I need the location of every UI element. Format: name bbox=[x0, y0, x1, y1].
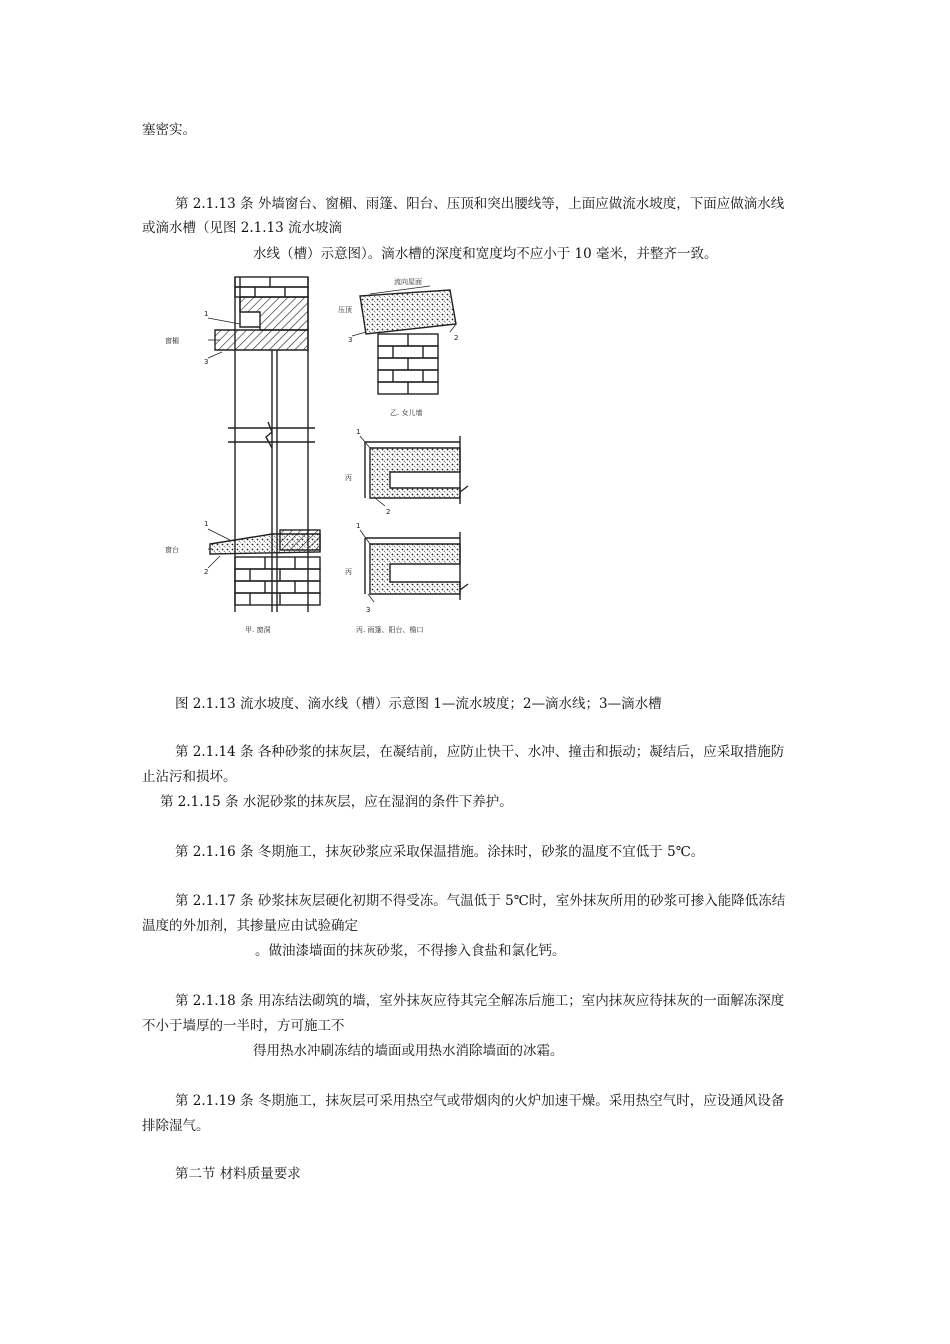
article-2-1-13-line-3: 水线（槽）示意图）。滴水槽的深度和宽度均不应小于 10 毫米，并整齐一致。 bbox=[253, 246, 718, 262]
article-2-1-19-line-1: 第 2.1.19 条 冬期施工，抹灰层可采用热空气或带烟肉的火炉加速干燥。采用热空气时，应设通风设备 bbox=[175, 1093, 785, 1109]
label-n1-c: 1 bbox=[356, 428, 361, 436]
label-n3-c: 3 bbox=[366, 606, 371, 614]
article-2-1-16: 第 2.1.16 条 冬期施工，抹灰砂浆应采取保温措施。涂抹时，砂浆的温度不宜低于 5℃。 bbox=[175, 844, 705, 860]
section-heading: 第二节 材料质量要求 bbox=[175, 1166, 301, 1182]
paragraph-line: 塞密实。 bbox=[142, 122, 196, 138]
label-n1-b: 1 bbox=[204, 520, 209, 528]
article-2-1-19-line-2: 排除湿气。 bbox=[142, 1118, 210, 1134]
article-2-1-13-line-1: 第 2.1.13 条 外墙窗台、窗楣、雨篷、阳台、压顶和突出腰线等，上面应做流水坡度，下面应做滴水线 bbox=[175, 196, 785, 212]
article-2-1-18-line-1: 第 2.1.18 条 用冻结法砌筑的墙，室外抹灰应待其完全解冻后施工；室内抹灰应待抹灰的一面解冻深度 bbox=[175, 993, 785, 1009]
label-bing-1: 丙 bbox=[345, 474, 352, 482]
figure-caption: 图 2.1.13 流水坡度、滴水线（槽）示意图 1—流水坡度；2—滴水线；3—滴水槽 bbox=[175, 696, 662, 712]
label-slope: 流向屋面 bbox=[394, 278, 422, 286]
label-n3-a: 3 bbox=[204, 358, 209, 366]
label-n3-b: 3 bbox=[348, 336, 353, 344]
label-n2-c: 2 bbox=[386, 508, 391, 516]
article-2-1-17-line-1: 第 2.1.17 条 砂浆抹灰层硬化初期不得受冻。气温低于 5℃时，室外抹灰所用的砂浆可掺入能降低冻结 bbox=[175, 893, 786, 909]
label-chuangtai: 窗台 bbox=[165, 546, 179, 554]
label-n2-a: 2 bbox=[204, 568, 209, 576]
panel-jia-window bbox=[208, 277, 320, 612]
panel-yi-parapet bbox=[352, 286, 459, 394]
label-chuangmei: 窗楣 bbox=[165, 337, 179, 345]
caption-yi: 乙. 女儿墙 bbox=[390, 409, 423, 417]
article-2-1-14-line-2: 止沾污和损坏。 bbox=[142, 769, 237, 785]
article-2-1-17-line-3: 。做油漆墙面的抹灰砂浆，不得掺入食盐和氯化钙。 bbox=[255, 943, 566, 959]
label-bing-2: 丙 bbox=[345, 568, 352, 576]
label-yading: 压顶 bbox=[338, 306, 352, 314]
label-n1-d: 1 bbox=[356, 522, 361, 530]
article-2-1-17-line-2: 温度的外加剂，其掺量应由试验确定 bbox=[142, 918, 358, 934]
article-2-1-18-line-2: 不小于墙厚的一半时，方可施工不 bbox=[142, 1018, 345, 1034]
label-n2-b: 2 bbox=[454, 334, 459, 342]
article-2-1-13-line-2: 或滴水槽（见图 2.1.13 流水坡滴 bbox=[142, 220, 343, 236]
article-2-1-15: 第 2.1.15 条 水泥砂浆的抹灰层，应在湿润的条件下养护。 bbox=[160, 794, 513, 810]
label-n1-a: 1 bbox=[204, 310, 209, 318]
caption-jia: 甲. 窗洞 bbox=[245, 626, 271, 634]
drip-line-figure bbox=[160, 272, 485, 642]
caption-bing: 丙. 雨篷、阳台、檐口 bbox=[356, 626, 424, 634]
article-2-1-14-line-1: 第 2.1.14 条 各种砂浆的抹灰层，在凝结前，应防止快干、水冲、撞击和振动；凝结后，应采取措施防 bbox=[175, 744, 785, 760]
panel-bing-1 bbox=[360, 436, 468, 506]
article-2-1-18-line-3: 得用热水冲刷冻结的墙面或用热水消除墙面的冰霜。 bbox=[253, 1043, 564, 1059]
panel-bing-2 bbox=[360, 530, 468, 602]
